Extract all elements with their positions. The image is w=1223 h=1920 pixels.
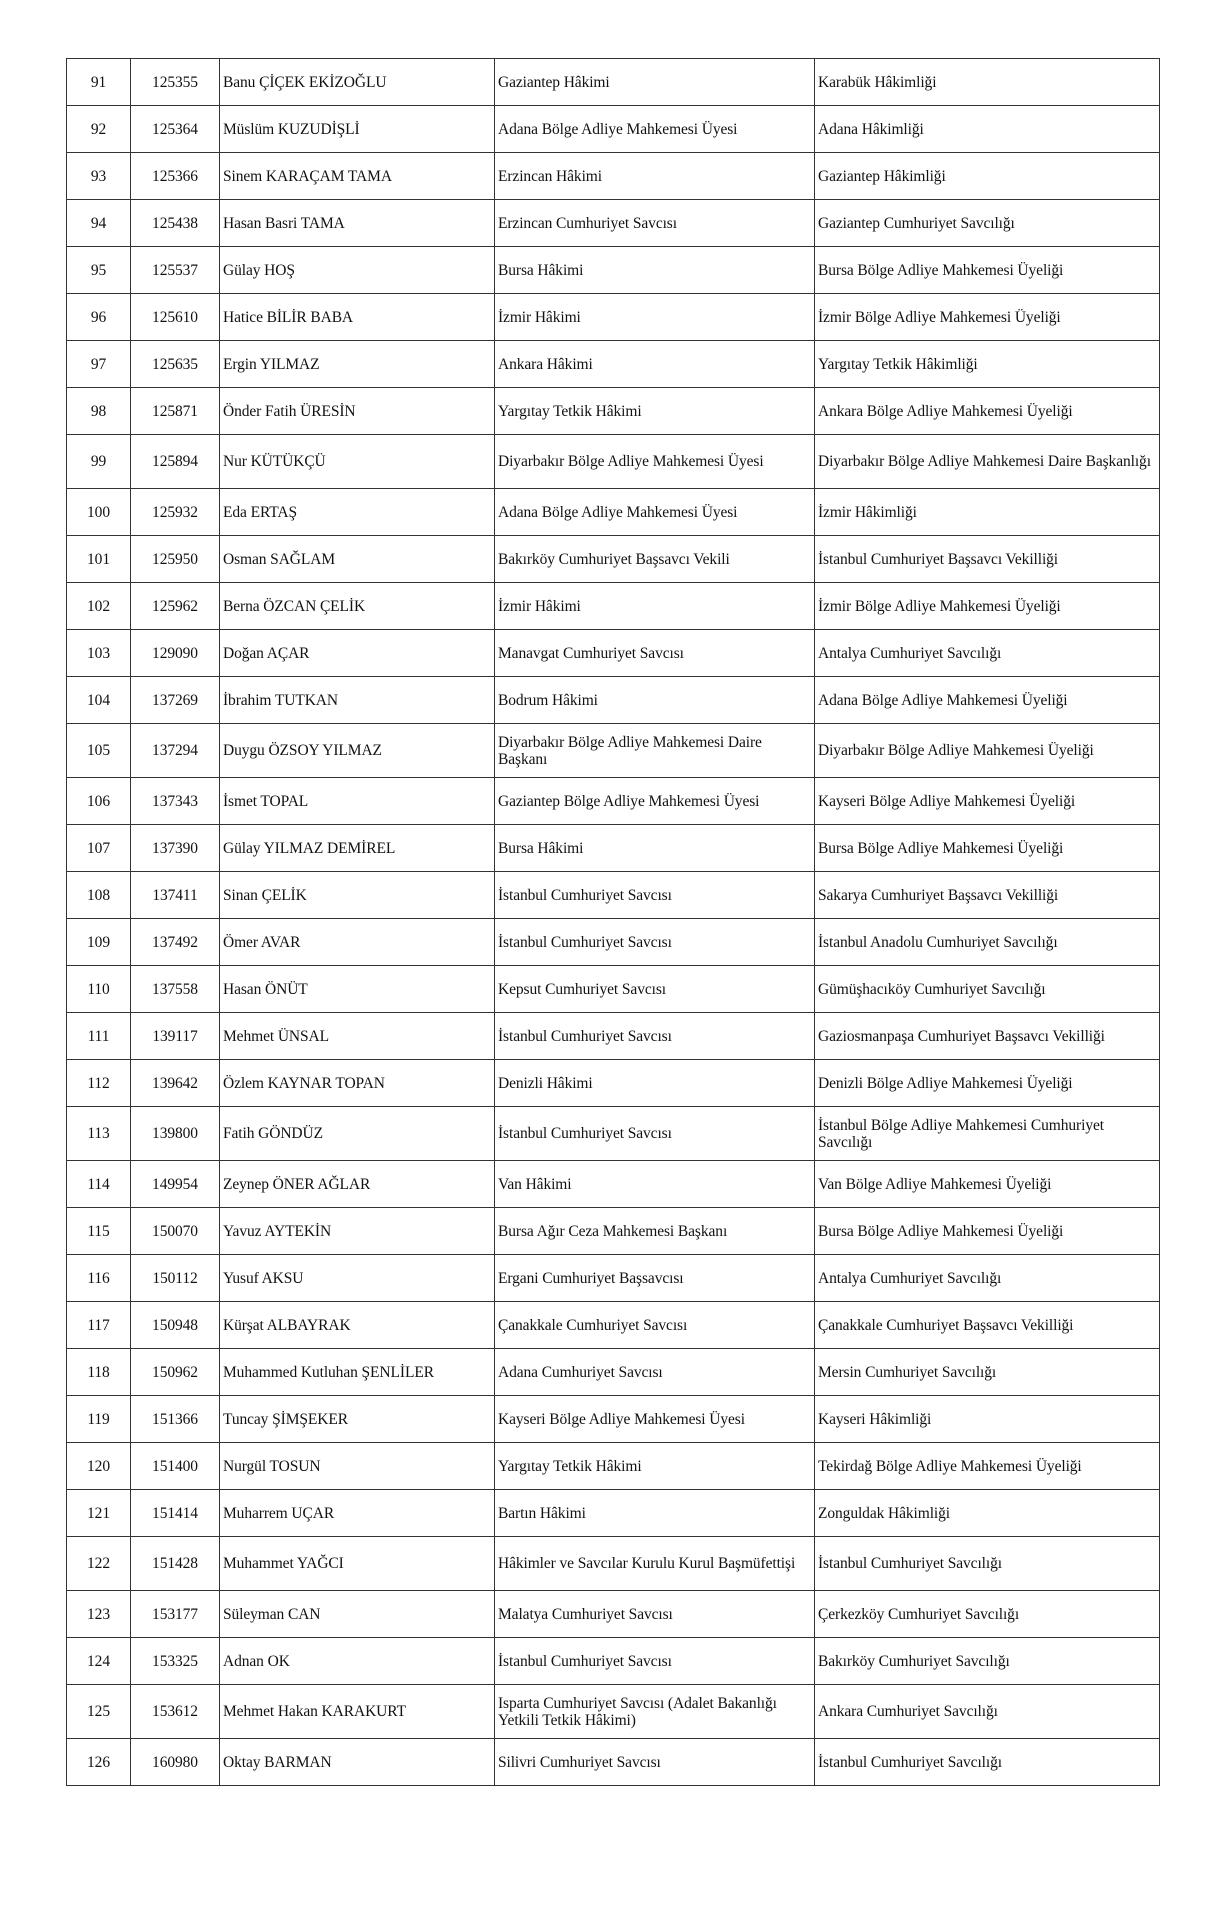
- appointment-table: [66, 58, 1160, 1786]
- new-position-cell: Yargıtay Tetkik Hâkimliği: [815, 341, 1160, 388]
- person-name-cell: Berna ÖZCAN ÇELİK: [220, 583, 495, 630]
- registry-number-cell: 137269: [131, 677, 220, 724]
- registry-number-cell: 139642: [131, 1060, 220, 1107]
- current-position-cell: Bursa Ağır Ceza Mahkemesi Başkanı: [495, 1208, 815, 1255]
- person-name-cell: Ergin YILMAZ: [220, 341, 495, 388]
- registry-number-cell: 125610: [131, 294, 220, 341]
- new-position-cell: Bursa Bölge Adliye Mahkemesi Üyeliği: [815, 825, 1160, 872]
- current-position-cell: Isparta Cumhuriyet Savcısı (Adalet Bakanlığı Yetkili Tetkik Hâkimi): [495, 1685, 815, 1739]
- person-name-cell: Oktay BARMAN: [220, 1739, 495, 1786]
- current-position-cell: Gaziantep Hâkimi: [495, 59, 815, 106]
- row-number-cell: 122: [67, 1537, 131, 1591]
- row-number-cell: 118: [67, 1349, 131, 1396]
- person-name-cell: Gülay YILMAZ DEMİREL: [220, 825, 495, 872]
- person-name-cell: Zeynep ÖNER AĞLAR: [220, 1161, 495, 1208]
- row-number-cell: 125: [67, 1685, 131, 1739]
- registry-number-cell: 150070: [131, 1208, 220, 1255]
- table-row: [67, 1638, 1160, 1685]
- row-number-cell: 116: [67, 1255, 131, 1302]
- person-name-cell: Fatih GÖNDÜZ: [220, 1107, 495, 1161]
- person-name-cell: Sinan ÇELİK: [220, 872, 495, 919]
- new-position-cell: Adana Hâkimliği: [815, 106, 1160, 153]
- registry-number-cell: 151400: [131, 1443, 220, 1490]
- table-row: [67, 1349, 1160, 1396]
- row-number-cell: 107: [67, 825, 131, 872]
- registry-number-cell: 160980: [131, 1739, 220, 1786]
- current-position-cell: Denizli Hâkimi: [495, 1060, 815, 1107]
- table-row: [67, 247, 1160, 294]
- current-position-cell: İstanbul Cumhuriyet Savcısı: [495, 872, 815, 919]
- person-name-cell: Ömer AVAR: [220, 919, 495, 966]
- registry-number-cell: 150948: [131, 1302, 220, 1349]
- table-row: [67, 489, 1160, 536]
- person-name-cell: Hatice BİLİR BABA: [220, 294, 495, 341]
- new-position-cell: Diyarbakır Bölge Adliye Mahkemesi Üyeliği: [815, 724, 1160, 778]
- person-name-cell: Muharrem UÇAR: [220, 1490, 495, 1537]
- registry-number-cell: 139800: [131, 1107, 220, 1161]
- new-position-cell: Mersin Cumhuriyet Savcılığı: [815, 1349, 1160, 1396]
- current-position-cell: İstanbul Cumhuriyet Savcısı: [495, 1107, 815, 1161]
- row-number-cell: 123: [67, 1591, 131, 1638]
- table-row: [67, 435, 1160, 489]
- new-position-cell: Çerkezköy Cumhuriyet Savcılığı: [815, 1591, 1160, 1638]
- current-position-cell: İzmir Hâkimi: [495, 294, 815, 341]
- table-row: [67, 200, 1160, 247]
- current-position-cell: Yargıtay Tetkik Hâkimi: [495, 388, 815, 435]
- person-name-cell: Gülay HOŞ: [220, 247, 495, 294]
- person-name-cell: Yusuf AKSU: [220, 1255, 495, 1302]
- current-position-cell: Bursa Hâkimi: [495, 825, 815, 872]
- current-position-cell: İstanbul Cumhuriyet Savcısı: [495, 1638, 815, 1685]
- registry-number-cell: 151414: [131, 1490, 220, 1537]
- registry-number-cell: 137411: [131, 872, 220, 919]
- new-position-cell: Ankara Cumhuriyet Savcılığı: [815, 1685, 1160, 1739]
- row-number-cell: 102: [67, 583, 131, 630]
- new-position-cell: Karabük Hâkimliği: [815, 59, 1160, 106]
- new-position-cell: İstanbul Cumhuriyet Savcılığı: [815, 1739, 1160, 1786]
- row-number-cell: 94: [67, 200, 131, 247]
- new-position-cell: Bursa Bölge Adliye Mahkemesi Üyeliği: [815, 247, 1160, 294]
- person-name-cell: Önder Fatih ÜRESİN: [220, 388, 495, 435]
- row-number-cell: 121: [67, 1490, 131, 1537]
- person-name-cell: Banu ÇİÇEK EKİZOĞLU: [220, 59, 495, 106]
- row-number-cell: 106: [67, 778, 131, 825]
- person-name-cell: Eda ERTAŞ: [220, 489, 495, 536]
- current-position-cell: Ergani Cumhuriyet Başsavcısı: [495, 1255, 815, 1302]
- table-row: [67, 1208, 1160, 1255]
- table-row: [67, 872, 1160, 919]
- person-name-cell: Sinem KARAÇAM TAMA: [220, 153, 495, 200]
- registry-number-cell: 137492: [131, 919, 220, 966]
- new-position-cell: Van Bölge Adliye Mahkemesi Üyeliği: [815, 1161, 1160, 1208]
- row-number-cell: 92: [67, 106, 131, 153]
- table-row: [67, 1013, 1160, 1060]
- table-row: [67, 294, 1160, 341]
- new-position-cell: Gaziosmanpaşa Cumhuriyet Başsavcı Vekilliği: [815, 1013, 1160, 1060]
- current-position-cell: Diyarbakır Bölge Adliye Mahkemesi Üyesi: [495, 435, 815, 489]
- new-position-cell: Gaziantep Cumhuriyet Savcılığı: [815, 200, 1160, 247]
- registry-number-cell: 150112: [131, 1255, 220, 1302]
- row-number-cell: 124: [67, 1638, 131, 1685]
- table-row: [67, 388, 1160, 435]
- new-position-cell: İzmir Hâkimliği: [815, 489, 1160, 536]
- table-row: [67, 1255, 1160, 1302]
- row-number-cell: 112: [67, 1060, 131, 1107]
- registry-number-cell: 125635: [131, 341, 220, 388]
- registry-number-cell: 137294: [131, 724, 220, 778]
- current-position-cell: Hâkimler ve Savcılar Kurulu Kurul Başmüfettişi: [495, 1537, 815, 1591]
- current-position-cell: Van Hâkimi: [495, 1161, 815, 1208]
- current-position-cell: Ankara Hâkimi: [495, 341, 815, 388]
- row-number-cell: 91: [67, 59, 131, 106]
- current-position-cell: İstanbul Cumhuriyet Savcısı: [495, 1013, 815, 1060]
- new-position-cell: Kayseri Hâkimliği: [815, 1396, 1160, 1443]
- table-row: [67, 1161, 1160, 1208]
- person-name-cell: Duygu ÖZSOY YILMAZ: [220, 724, 495, 778]
- new-position-cell: İstanbul Anadolu Cumhuriyet Savcılığı: [815, 919, 1160, 966]
- person-name-cell: Nur KÜTÜKÇÜ: [220, 435, 495, 489]
- new-position-cell: Antalya Cumhuriyet Savcılığı: [815, 630, 1160, 677]
- current-position-cell: İzmir Hâkimi: [495, 583, 815, 630]
- new-position-cell: Kayseri Bölge Adliye Mahkemesi Üyeliği: [815, 778, 1160, 825]
- table-row: [67, 1685, 1160, 1739]
- row-number-cell: 93: [67, 153, 131, 200]
- table-row: [67, 919, 1160, 966]
- person-name-cell: Adnan OK: [220, 1638, 495, 1685]
- table-row: [67, 778, 1160, 825]
- current-position-cell: Çanakkale Cumhuriyet Savcısı: [495, 1302, 815, 1349]
- row-number-cell: 104: [67, 677, 131, 724]
- registry-number-cell: 125871: [131, 388, 220, 435]
- registry-number-cell: 125537: [131, 247, 220, 294]
- person-name-cell: Müslüm KUZUDİŞLİ: [220, 106, 495, 153]
- registry-number-cell: 125438: [131, 200, 220, 247]
- table-row: [67, 106, 1160, 153]
- table-row: [67, 1537, 1160, 1591]
- table-row: [67, 966, 1160, 1013]
- registry-number-cell: 137558: [131, 966, 220, 1013]
- row-number-cell: 105: [67, 724, 131, 778]
- person-name-cell: Kürşat ALBAYRAK: [220, 1302, 495, 1349]
- row-number-cell: 115: [67, 1208, 131, 1255]
- table-row: [67, 825, 1160, 872]
- table-row: [67, 341, 1160, 388]
- person-name-cell: Osman SAĞLAM: [220, 536, 495, 583]
- registry-number-cell: 125932: [131, 489, 220, 536]
- new-position-cell: İstanbul Cumhuriyet Başsavcı Vekilliği: [815, 536, 1160, 583]
- row-number-cell: 99: [67, 435, 131, 489]
- new-position-cell: Bursa Bölge Adliye Mahkemesi Üyeliği: [815, 1208, 1160, 1255]
- current-position-cell: İstanbul Cumhuriyet Savcısı: [495, 919, 815, 966]
- person-name-cell: Nurgül TOSUN: [220, 1443, 495, 1490]
- row-number-cell: 97: [67, 341, 131, 388]
- new-position-cell: Sakarya Cumhuriyet Başsavcı Vekilliği: [815, 872, 1160, 919]
- new-position-cell: İstanbul Bölge Adliye Mahkemesi Cumhuriyet Savcılığı: [815, 1107, 1160, 1161]
- table-row: [67, 724, 1160, 778]
- table-row: [67, 630, 1160, 677]
- table-row: [67, 59, 1160, 106]
- row-number-cell: 100: [67, 489, 131, 536]
- person-name-cell: Hasan Basri TAMA: [220, 200, 495, 247]
- table-row: [67, 677, 1160, 724]
- current-position-cell: Bodrum Hâkimi: [495, 677, 815, 724]
- current-position-cell: Erzincan Hâkimi: [495, 153, 815, 200]
- table-row: [67, 1302, 1160, 1349]
- table-row: [67, 1591, 1160, 1638]
- registry-number-cell: 129090: [131, 630, 220, 677]
- current-position-cell: Bartın Hâkimi: [495, 1490, 815, 1537]
- new-position-cell: İstanbul Cumhuriyet Savcılığı: [815, 1537, 1160, 1591]
- current-position-cell: Gaziantep Bölge Adliye Mahkemesi Üyesi: [495, 778, 815, 825]
- new-position-cell: Çanakkale Cumhuriyet Başsavcı Vekilliği: [815, 1302, 1160, 1349]
- current-position-cell: Bakırköy Cumhuriyet Başsavcı Vekili: [495, 536, 815, 583]
- table-row: [67, 153, 1160, 200]
- current-position-cell: Silivri Cumhuriyet Savcısı: [495, 1739, 815, 1786]
- new-position-cell: Gaziantep Hâkimliği: [815, 153, 1160, 200]
- current-position-cell: Kepsut Cumhuriyet Savcısı: [495, 966, 815, 1013]
- appointment-table-body: [67, 59, 1160, 1786]
- registry-number-cell: 153325: [131, 1638, 220, 1685]
- person-name-cell: İbrahim TUTKAN: [220, 677, 495, 724]
- registry-number-cell: 125366: [131, 153, 220, 200]
- table-row: [67, 1443, 1160, 1490]
- row-number-cell: 101: [67, 536, 131, 583]
- person-name-cell: Hasan ÖNÜT: [220, 966, 495, 1013]
- row-number-cell: 113: [67, 1107, 131, 1161]
- row-number-cell: 98: [67, 388, 131, 435]
- person-name-cell: İsmet TOPAL: [220, 778, 495, 825]
- current-position-cell: Manavgat Cumhuriyet Savcısı: [495, 630, 815, 677]
- registry-number-cell: 125962: [131, 583, 220, 630]
- current-position-cell: Adana Bölge Adliye Mahkemesi Üyesi: [495, 489, 815, 536]
- table-row: [67, 1107, 1160, 1161]
- person-name-cell: Mehmet ÜNSAL: [220, 1013, 495, 1060]
- table-row: [67, 536, 1160, 583]
- row-number-cell: 119: [67, 1396, 131, 1443]
- row-number-cell: 110: [67, 966, 131, 1013]
- new-position-cell: Adana Bölge Adliye Mahkemesi Üyeliği: [815, 677, 1160, 724]
- registry-number-cell: 125950: [131, 536, 220, 583]
- person-name-cell: Süleyman CAN: [220, 1591, 495, 1638]
- table-row: [67, 1396, 1160, 1443]
- person-name-cell: Doğan AÇAR: [220, 630, 495, 677]
- new-position-cell: İzmir Bölge Adliye Mahkemesi Üyeliği: [815, 583, 1160, 630]
- row-number-cell: 95: [67, 247, 131, 294]
- person-name-cell: Yavuz AYTEKİN: [220, 1208, 495, 1255]
- registry-number-cell: 125355: [131, 59, 220, 106]
- row-number-cell: 117: [67, 1302, 131, 1349]
- person-name-cell: Muhammed Kutluhan ŞENLİLER: [220, 1349, 495, 1396]
- table-row: [67, 583, 1160, 630]
- new-position-cell: Antalya Cumhuriyet Savcılığı: [815, 1255, 1160, 1302]
- current-position-cell: Diyarbakır Bölge Adliye Mahkemesi Daire Başkanı: [495, 724, 815, 778]
- registry-number-cell: 153612: [131, 1685, 220, 1739]
- registry-number-cell: 125364: [131, 106, 220, 153]
- registry-number-cell: 125894: [131, 435, 220, 489]
- table-row: [67, 1490, 1160, 1537]
- row-number-cell: 109: [67, 919, 131, 966]
- person-name-cell: Özlem KAYNAR TOPAN: [220, 1060, 495, 1107]
- registry-number-cell: 150962: [131, 1349, 220, 1396]
- current-position-cell: Adana Cumhuriyet Savcısı: [495, 1349, 815, 1396]
- person-name-cell: Mehmet Hakan KARAKURT: [220, 1685, 495, 1739]
- registry-number-cell: 153177: [131, 1591, 220, 1638]
- new-position-cell: Ankara Bölge Adliye Mahkemesi Üyeliği: [815, 388, 1160, 435]
- current-position-cell: Adana Bölge Adliye Mahkemesi Üyesi: [495, 106, 815, 153]
- current-position-cell: Erzincan Cumhuriyet Savcısı: [495, 200, 815, 247]
- new-position-cell: Bakırköy Cumhuriyet Savcılığı: [815, 1638, 1160, 1685]
- current-position-cell: Kayseri Bölge Adliye Mahkemesi Üyesi: [495, 1396, 815, 1443]
- registry-number-cell: 151366: [131, 1396, 220, 1443]
- row-number-cell: 111: [67, 1013, 131, 1060]
- new-position-cell: Zonguldak Hâkimliği: [815, 1490, 1160, 1537]
- table-row: [67, 1739, 1160, 1786]
- registry-number-cell: 149954: [131, 1161, 220, 1208]
- new-position-cell: İzmir Bölge Adliye Mahkemesi Üyeliği: [815, 294, 1160, 341]
- registry-number-cell: 151428: [131, 1537, 220, 1591]
- person-name-cell: Muhammet YAĞCI: [220, 1537, 495, 1591]
- new-position-cell: Denizli Bölge Adliye Mahkemesi Üyeliği: [815, 1060, 1160, 1107]
- current-position-cell: Malatya Cumhuriyet Savcısı: [495, 1591, 815, 1638]
- row-number-cell: 120: [67, 1443, 131, 1490]
- row-number-cell: 103: [67, 630, 131, 677]
- new-position-cell: Diyarbakır Bölge Adliye Mahkemesi Daire Başkanlığı: [815, 435, 1160, 489]
- row-number-cell: 114: [67, 1161, 131, 1208]
- current-position-cell: Yargıtay Tetkik Hâkimi: [495, 1443, 815, 1490]
- registry-number-cell: 139117: [131, 1013, 220, 1060]
- person-name-cell: Tuncay ŞİMŞEKER: [220, 1396, 495, 1443]
- current-position-cell: Bursa Hâkimi: [495, 247, 815, 294]
- row-number-cell: 108: [67, 872, 131, 919]
- new-position-cell: Gümüşhacıköy Cumhuriyet Savcılığı: [815, 966, 1160, 1013]
- row-number-cell: 96: [67, 294, 131, 341]
- registry-number-cell: 137390: [131, 825, 220, 872]
- registry-number-cell: 137343: [131, 778, 220, 825]
- new-position-cell: Tekirdağ Bölge Adliye Mahkemesi Üyeliği: [815, 1443, 1160, 1490]
- table-row: [67, 1060, 1160, 1107]
- row-number-cell: 126: [67, 1739, 131, 1786]
